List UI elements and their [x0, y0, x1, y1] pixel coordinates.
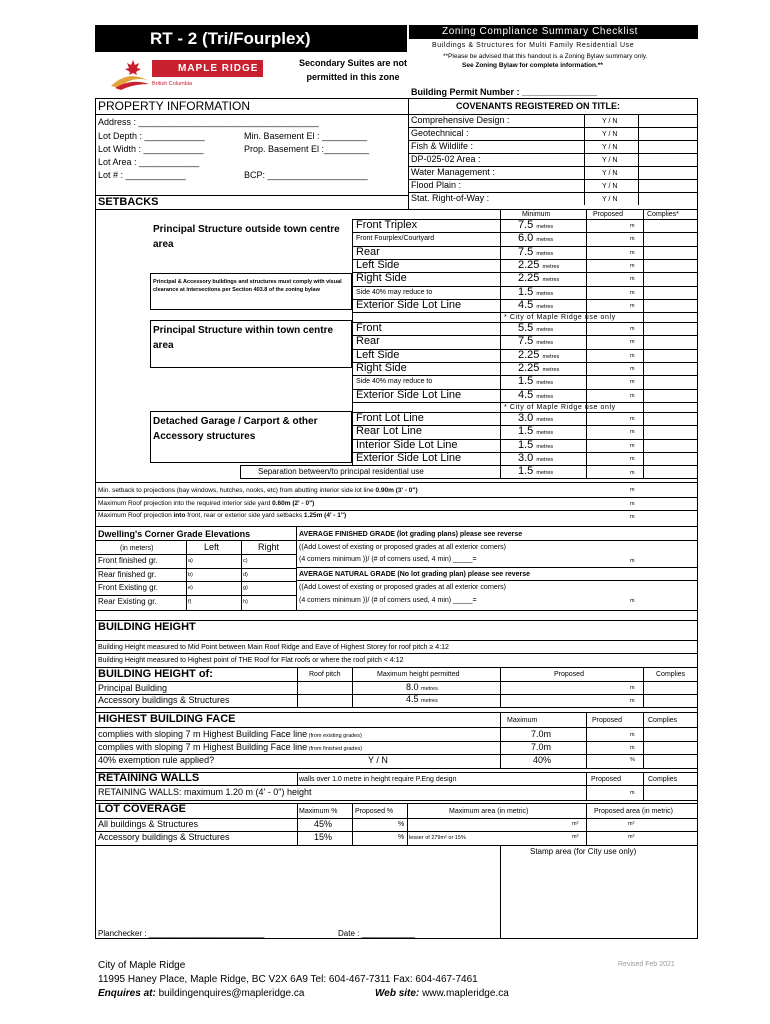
principal-building-max: 8.0 metres [406, 682, 438, 692]
revised-date: Revised Feb 2021 [618, 961, 675, 968]
setback-proposed-unit: m [630, 365, 635, 372]
grade-row-label: Rear finished gr. [98, 569, 157, 579]
height-note-1: Building Height measured to Mid Point between Main Roof Ridge and Eave of Highest Storey for roof pitch ≥ 4:12 [98, 644, 449, 651]
covenant-label: Geotechnical : [411, 128, 469, 138]
setback-label: Rear [356, 245, 380, 258]
advice-line-1: **Please be advised that this handout is a Zoning Bylaw summary only. [443, 53, 648, 60]
website-link[interactable]: www.mapleridge.ca [422, 988, 509, 999]
grade-right-cell[interactable]: c) [243, 558, 248, 564]
setback-label: Right Side [356, 361, 407, 374]
date-field[interactable]: Date : ____________ [338, 929, 415, 938]
grade-left-cell[interactable]: e) [188, 585, 193, 591]
grade-row-label: Front finished gr. [98, 556, 158, 565]
setback-minimum: 3.0 metres [518, 451, 554, 464]
coverage-all-pct: % [398, 821, 405, 828]
setback-label: Exterior Side Lot Line [356, 388, 462, 401]
grade-right-cell[interactable]: g) [243, 585, 248, 591]
setback-minimum: 3.0 metres [518, 412, 554, 424]
grade-right-cell[interactable]: h) [243, 598, 248, 605]
face-col-complies: Complies [648, 717, 678, 724]
property-info-heading: PROPERTY INFORMATION [98, 99, 251, 113]
visual-clearance-note: Principal & Accessory buildings and structures must comply with visual clearance at intersections per Section 403.8 of the zoning bylaw [153, 279, 342, 293]
setback-minimum: 4.5 metres [518, 298, 554, 311]
covenant-label: Water Management : [411, 167, 495, 177]
setback-label: Exterior Side Lot Line [356, 451, 462, 464]
coverage-all-max: 45% [314, 819, 333, 829]
secondary-suites-note: Secondary Suites are not permitted in this zone [298, 58, 408, 82]
exemption-yes-no[interactable]: Y / N [368, 755, 388, 765]
retaining-walls-note: walls over 1.0 metre in height require P.Eng design [299, 776, 457, 783]
address-field[interactable]: Address : ____________________________________ [98, 117, 319, 127]
city-name: City of Maple Ridge [98, 960, 186, 971]
finished-grade-unit: m [630, 558, 635, 564]
avg-natural-grade-line-2: (4 corners minimum ))/ (# of corners used, 4 min) _____= [299, 597, 477, 604]
coverage-col-proposed: Proposed % [355, 808, 394, 815]
setback-proposed-unit: m [630, 455, 635, 462]
covenant-yes-no[interactable]: Y / N [602, 131, 618, 138]
building-permit-label: Building Permit Number : _______________ [411, 87, 598, 97]
principal-building-label: Principal Building [98, 683, 168, 693]
form-frame [95, 98, 698, 939]
checklist-title: Zoning Compliance Summary Checklist [442, 26, 639, 37]
highest-face-heading: HIGHEST BUILDING FACE [98, 713, 236, 725]
setback-label: Rear [356, 335, 380, 348]
height-col-pitch: Roof pitch [309, 671, 341, 678]
website-line: Web site: www.mapleridge.ca [375, 988, 509, 999]
setback-label: Left Side [356, 348, 400, 361]
setback-proposed-unit: m [630, 262, 635, 269]
grade-elevations-heading: Dwelling's Corner Grade Elevations [98, 529, 251, 539]
face-col-max: Maximum [507, 717, 538, 724]
height-note-2: Building Height measured to Highest point of THE Roof for Flat roofs or where the roof pitch < 4:12 [98, 657, 404, 664]
setback-label: Front Triplex [356, 219, 418, 231]
coverage-all-m2: m² [572, 821, 579, 827]
setback-label: Rear Lot Line [356, 425, 423, 438]
accessory-unit: m [630, 698, 635, 704]
grade-right-cell[interactable]: d) [243, 571, 248, 578]
setback-minimum: 1.5 metres [518, 425, 554, 438]
setback-minimum: 1.5 metres [518, 438, 554, 451]
bcp-field[interactable]: BCP: ____________________ [244, 170, 368, 180]
setback-label: Side 40% may reduce to [356, 378, 433, 386]
setback-proposed-unit: m [630, 289, 635, 296]
covenant-yes-no[interactable]: Y / N [602, 183, 618, 190]
building-height-of-heading: BUILDING HEIGHT of: [98, 668, 213, 680]
face-row-3: 40% exemption rule applied? [98, 755, 215, 765]
avg-finished-grade-head: AVERAGE FINISHED GRADE (lot grading plans) please see reverse [299, 531, 523, 538]
walls-col-proposed: Proposed [591, 776, 621, 783]
separation-proposed-unit: m [630, 470, 635, 476]
coverage-col-max: Maximum % [299, 808, 338, 815]
setback-proposed-unit: m [630, 249, 635, 256]
avg-finished-grade-line-1: ((Add Lowest of existing or proposed grades at all exterior corners) [299, 544, 506, 551]
setback-label: Interior Side Lot Line [356, 438, 458, 451]
projection-row-1: Min. setback to projections (bay windows, hutches, nooks, etc) from abutting interior side lot line 0.90m (3' - 0") [98, 487, 418, 494]
covenants-heading: COVENANTS REGISTERED ON TITLE: [456, 101, 621, 111]
coverage-col-parea: Proposed area (in metric) [594, 808, 673, 815]
setback-label: Front Lot Line [356, 412, 424, 424]
setback-proposed-unit: m [630, 429, 635, 436]
covenant-label: DP-025-02 Area : [411, 154, 481, 164]
coverage-acc-pct: % [398, 834, 405, 841]
separation-minimum: 1.5 metres [518, 465, 554, 477]
checklist-subtitle: Buildings & Structures for Multi Family Residential Use [432, 42, 635, 49]
grades-left-col: Left [204, 542, 220, 552]
coverage-acc-max: 15% [314, 832, 333, 842]
setback-label: Left Side [356, 258, 400, 271]
stamp-area-label: Stamp area (for City use only) [530, 847, 637, 856]
face-row-2: complies with sloping 7 m Highest Building Face line (from finished grades) [98, 742, 363, 752]
avg-natural-grade-line-1: ((Add Lowest of existing or proposed grades at all exterior corners) [299, 584, 506, 591]
covenant-label: Flood Plain : [411, 180, 462, 190]
setback-minimum: 1.5 metres [518, 375, 554, 388]
setback-proposed-unit: m [630, 223, 635, 229]
height-col-max: Maximum height permitted [377, 671, 460, 678]
projection-unit-1: m [630, 487, 635, 493]
grade-row-label: Front Existing gr. [98, 583, 159, 592]
setbacks-col-complies: Complies* [647, 211, 679, 218]
setback-label: Right Side [356, 272, 407, 285]
coverage-acc-m2: m² [572, 834, 579, 840]
garage-title: Detached Garage / Carport & other Accessory structures [153, 416, 318, 442]
setback-label: Side 40% may reduce to [356, 288, 433, 296]
coverage-col-area: Maximum area (in metric) [449, 808, 529, 815]
setback-minimum: 5.5 metres [518, 322, 554, 334]
height-col-complies: Complies [656, 671, 686, 678]
lot-number-field[interactable]: Lot # : ____________ [98, 170, 186, 180]
city-address: 11995 Haney Place, Maple Ridge, BC V2X 6A9 Tel: 604-467-7311 Fax: 604-467-7461 [98, 974, 478, 985]
setback-minimum: 4.5 metres [518, 388, 554, 401]
projection-unit-2: m [630, 501, 635, 507]
page-title: RT - 2 (Tri/Fourplex) [150, 29, 311, 48]
covenant-yes-no[interactable]: Y / N [602, 170, 618, 177]
covenant-label: Stat. Right-of-Way : [411, 193, 490, 203]
accessory-building-label: Accessory buildings & Structures [98, 695, 230, 705]
projection-row-3: Maximum Roof projection into front, rear or exterior side yard setbacks 1.25m (4' - 1") [98, 512, 347, 519]
setback-minimum: 1.5 metres [518, 285, 554, 298]
planchecker-field[interactable]: Planchecker : __________________________ [98, 929, 265, 938]
setback-minimum: 7.5 metres [518, 219, 554, 231]
setback-proposed-unit: m [630, 392, 635, 399]
grade-left-cell[interactable]: b) [188, 571, 193, 578]
setback-proposed-unit: m [630, 302, 635, 309]
setback-minimum: 2.25 metres [518, 348, 560, 361]
coverage-acc-pm2: m² [628, 834, 635, 840]
setbacks-heading: SETBACKS [98, 196, 159, 208]
setback-minimum: 6.0 metres [518, 232, 554, 245]
setback-proposed-unit: m [630, 236, 635, 243]
face-row-3-max: 40% [533, 755, 552, 765]
height-col-proposed: Proposed [554, 671, 584, 678]
city-use-note-1: * City of Maple Ridge use only [504, 314, 616, 321]
covenant-yes-no[interactable]: Y / N [602, 196, 618, 203]
enquiries-email-link[interactable]: buildingenquires@mapleridge.ca [158, 988, 305, 999]
setback-label: Exterior Side Lot Line [356, 298, 462, 311]
projection-row-2: Maximum Roof projection into the required interior side yard 0.60m (2' - 0") [98, 500, 315, 507]
principal-unit: m [630, 685, 635, 691]
within-town-centre-title: Principal Structure within town centre area [153, 325, 334, 351]
setbacks-col-minimum: Minimum [522, 211, 551, 218]
avg-finished-grade-line-2: (4 corners minimum ))/ (# of corners used, 4 min) _____= [299, 556, 477, 563]
outside-town-centre-title: Principal Structure outside town centre area [153, 224, 340, 250]
prop-basement-field[interactable]: Prop. Basement El :_________ [244, 144, 370, 154]
walls-unit: m [630, 790, 635, 796]
lot-width-field[interactable]: Lot Width : ____________ [98, 144, 204, 154]
face-row-1: complies with sloping 7 m Highest Building Face line (from existing grades) [98, 729, 362, 739]
avg-natural-grade-head: AVERAGE NATURAL GRADE (No lot grading plan) please see reverse [299, 571, 531, 578]
face-row-3-unit: % [630, 757, 635, 763]
setback-minimum: 2.25 metres [518, 258, 560, 271]
covenant-label: Fish & Wildlife : [411, 141, 474, 151]
lot-depth-field[interactable]: Lot Depth : ____________ [98, 131, 205, 141]
setback-minimum: 7.5 metres [518, 335, 554, 348]
setback-minimum: 2.25 metres [518, 361, 560, 374]
walls-col-complies: Complies [648, 776, 678, 783]
retaining-walls-row: RETAINING WALLS: maximum 1.20 m (4' - 0") height [98, 787, 312, 797]
grade-left-cell[interactable]: a) [188, 558, 193, 564]
coverage-acc-label: Accessory buildings & Structures [98, 832, 230, 842]
face-row-2-max: 7.0m [531, 742, 552, 752]
setback-proposed-unit: m [630, 352, 635, 359]
logo-subtext: British Columbia [152, 81, 193, 87]
advice-line-2: See Zoning Bylaw for complete information.** [462, 62, 603, 69]
coverage-acc-note: lesser of 279m² or 15% [409, 835, 466, 841]
face-row-1-max: 7.0m [531, 729, 552, 739]
logo-text: MAPLE RIDGE [178, 63, 259, 74]
face-row-1-unit: m [630, 732, 635, 738]
setback-label: Front Fourplex/Courtyard [356, 235, 435, 243]
face-col-proposed: Proposed [592, 717, 622, 724]
grades-right-col: Right [258, 542, 280, 552]
building-height-heading: BUILDING HEIGHT [98, 621, 196, 633]
city-use-note-2: * City of Maple Ridge use only [504, 404, 616, 411]
min-basement-field[interactable]: Min. Basement El : _________ [244, 131, 368, 141]
grade-left-cell[interactable]: f) [188, 598, 192, 605]
grade-row-label: Rear Existing gr. [98, 596, 157, 606]
setbacks-col-proposed: Proposed [593, 211, 623, 218]
covenant-yes-no[interactable]: Y / N [602, 118, 618, 125]
face-row-2-unit: m [630, 745, 635, 751]
covenant-label: Comprehensive Design : [411, 115, 510, 125]
grades-in-meters: (in meters) [120, 545, 154, 552]
setback-proposed-unit: m [630, 416, 635, 422]
lot-coverage-heading: LOT COVERAGE [98, 803, 187, 815]
setback-proposed-unit: m [630, 442, 635, 449]
covenant-yes-no[interactable]: Y / N [602, 144, 618, 151]
projection-unit-3: m [630, 514, 635, 520]
natural-grade-unit: m [630, 598, 635, 604]
enquiries-line: Enquires at: buildingenquires@mapleridge.ca [98, 988, 305, 999]
setback-proposed-unit: m [630, 326, 635, 332]
setback-proposed-unit: m [630, 379, 635, 386]
setback-label: Front [356, 322, 382, 334]
coverage-all-label: All buildings & Structures [98, 819, 199, 829]
lot-area-field[interactable]: Lot Area : ____________ [98, 157, 200, 167]
accessory-building-max: 4.5 metres [406, 694, 438, 704]
separation-label: Separation between/to principal residential use [258, 467, 424, 476]
setback-minimum: 2.25 metres [518, 272, 560, 285]
setback-proposed-unit: m [630, 339, 635, 346]
coverage-all-pm2: m² [628, 821, 635, 827]
setback-proposed-unit: m [630, 276, 635, 283]
retaining-walls-heading: RETAINING WALLS [98, 772, 200, 784]
setback-minimum: 7.5 metres [518, 245, 554, 258]
covenant-yes-no[interactable]: Y / N [602, 157, 618, 164]
